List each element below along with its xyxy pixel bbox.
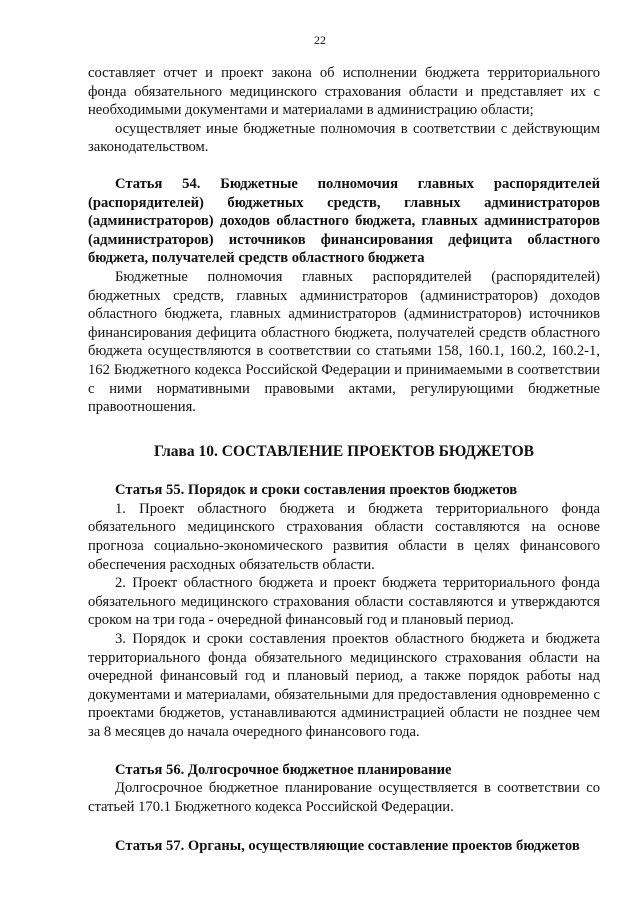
article-55-heading: Статья 55. Порядок и сроки составления проектов бюджетов bbox=[115, 482, 518, 499]
article-54-heading: Статья 54. Бюджетные полномочия главных распорядителей (распорядителей) бюджетных средств, главных администраторов (администраторов) доходов областного бюджета, главных администраторов (администраторов) источников финансирования дефицита областного бюджета, получателей средств областного бюджета bbox=[88, 175, 600, 267]
article-55-item-3: 3. Порядок и сроки составления проектов областного бюджета и бюджета территориального фонда обязательного медицинского страхования области на очередной финансовый год и плановый период, а также порядок работы над документами и материалами, обязательными для предоставления одновременно с проектами бюджетов, устанавливаются администрацией области не позднее чем за 8 месяцев до начала очередного финансового года. bbox=[88, 631, 600, 740]
paragraph-other-powers: осуществляет иные бюджетные полномочия в соответствии с действующим законодательством. bbox=[88, 120, 600, 156]
article-55-item-1: 1. Проект областного бюджета и бюджета территориального фонда обязательного медицинского страхования области составляются на основе прогноза социально-экономического развития области в целях финансового обеспечения расходных обязательств области. bbox=[88, 500, 600, 573]
article-56-heading: Статья 56. Долгосрочное бюджетное планирование bbox=[115, 761, 452, 778]
chapter-10-title: Глава 10. СОСТАВЛЕНИЕ ПРОЕКТОВ БЮДЖЕТОВ bbox=[153, 442, 535, 460]
article-55-item-2: 2. Проект областного бюджета и проект бюджета территориального фонда обязательного медицинского страхования области составляются и утверждаются сроком на три года - очередной финансовый год и плановый период. bbox=[88, 575, 600, 629]
article-56-text: Долгосрочное бюджетное планирование осуществляется в соответствии со статьей 170.1 Бюджетного кодекса Российской Федерации. bbox=[88, 780, 600, 815]
document-body bbox=[88, 64, 600, 856]
paragraph-report: составляет отчет и проект закона об исполнении бюджета территориального фонда обязательного медицинского страхования области и представляет их с необходимыми документами и материалами в администрацию области; bbox=[88, 65, 600, 119]
article-57-heading: Статья 57. Органы, осуществляющие составление проектов бюджетов bbox=[115, 838, 580, 855]
page-number: 22 bbox=[314, 33, 326, 47]
article-54-text: Бюджетные полномочия главных распорядителей (распорядителей) бюджетных средств, главных администраторов (администраторов) доходов областного бюджета, главных администраторов (администраторов) источников финансирования дефицита областного бюджета, получателей средств областного бюджета осуществляются в соответствии со статьями 158, 160.1, 160.2, 160.2-1, 162 Бюджетного кодекса Российской Федерации и принимаемыми в соответствии с ними нормативными правовыми актами, регулирующими бюджетные правоотношения. bbox=[88, 268, 600, 416]
